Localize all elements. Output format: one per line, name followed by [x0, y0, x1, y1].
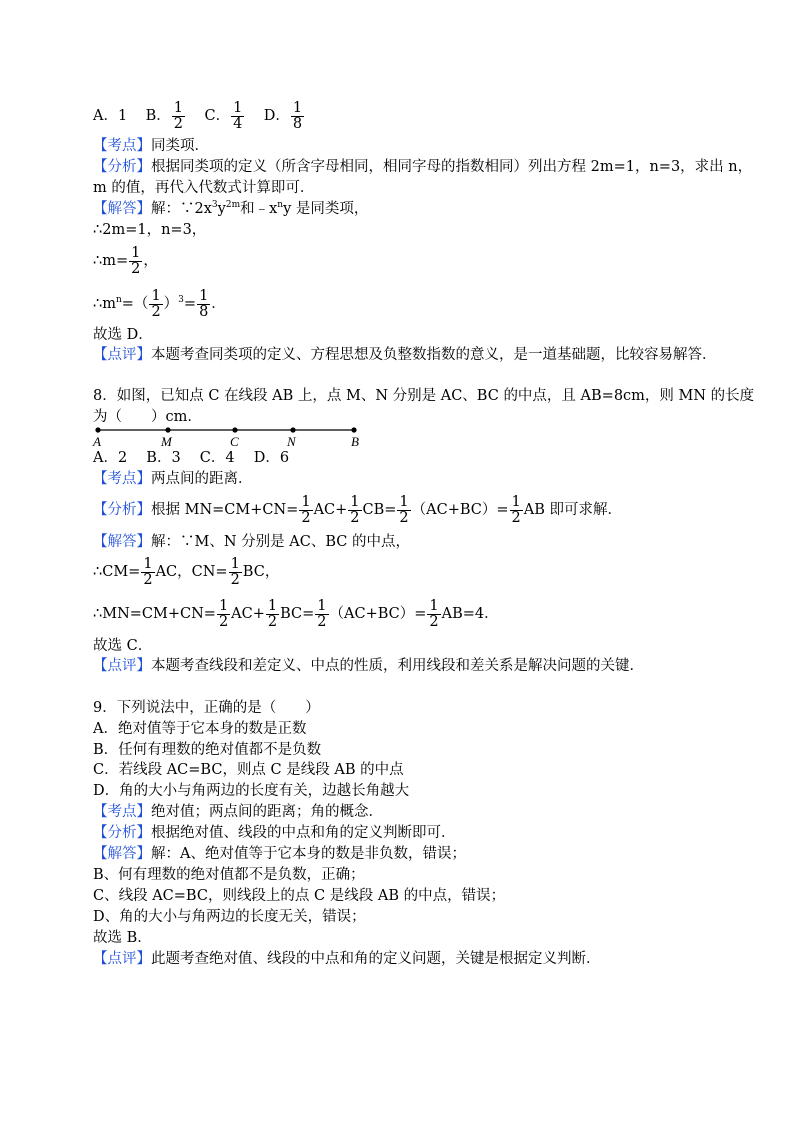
- q8-stem-line2: 为（ ）cm．: [93, 409, 202, 425]
- q7-fraction-c: $\frac{1}{4}$: [233, 99, 243, 132]
- kaodian-tag: 【考点】: [93, 471, 151, 487]
- dianping-text: 本题考查同类项的定义、方程思想及负整数指数的意义，是一道基础题，比较容易解答．: [151, 347, 717, 363]
- jieda-tag: 【解答】: [93, 201, 151, 217]
- q9-fenxi: [93, 823, 456, 843]
- q9-line-b: B、何有理数的绝对值都不是负数，正确；: [93, 867, 365, 883]
- q8-options: A．2 B．3 C．4 D．6: [93, 450, 290, 466]
- q8-answer: 故选 C．: [93, 638, 153, 654]
- dianping-text: 本题考查线段和差定义、中点的性质，利用线段和差关系是解决问题的关键．: [151, 658, 644, 674]
- q7-fenxi: [93, 157, 752, 177]
- label-c: C: [230, 434, 239, 449]
- fenxi-tag: 【分析】: [93, 825, 151, 841]
- jieda-text: 解：∵M、N 分别是 AC、BC 的中点，: [151, 534, 410, 550]
- superscript: 3: [178, 295, 184, 305]
- fraction-half: $\frac{1}{2}$: [350, 493, 360, 526]
- q7-fraction-b: $\frac{1}{2}$: [173, 99, 184, 132]
- step-text: AC+: [231, 606, 265, 622]
- step-text: AC，CN=: [155, 564, 228, 580]
- q9-answer: 故选 B．: [93, 930, 152, 946]
- jieda-text: 和﹣x: [240, 201, 278, 217]
- kaodian-text: 同类项．: [151, 138, 209, 154]
- label-b: B: [351, 434, 359, 449]
- point-a: [95, 427, 100, 432]
- jieda-text: 解：A、绝对值等于它本身的数是非负数，错误；: [151, 846, 466, 862]
- q8-fenxi: [93, 494, 622, 526]
- step-text: =: [183, 296, 197, 312]
- kaodian-text: 绝对值；两点间的距离；角的概念．: [151, 804, 383, 820]
- fraction-half: $\frac{1}{2}$: [301, 493, 311, 526]
- q7-option-d: D．: [263, 108, 290, 124]
- label-a: A: [93, 434, 101, 449]
- q7-option-c: C．: [204, 108, 231, 124]
- step-text: AB=4．: [441, 606, 499, 622]
- label-n: N: [287, 434, 296, 449]
- fraction-half: $\frac{1}{2}$: [399, 493, 409, 526]
- fraction-half: $\frac{1}{2}$: [511, 493, 521, 526]
- q8-step2: [93, 598, 499, 630]
- point-m: [165, 427, 170, 432]
- segment-line-svg: [93, 424, 363, 436]
- step-text: ）: [163, 296, 179, 312]
- fenxi-text: （AC+BC）=: [411, 502, 509, 518]
- segment-figure: [93, 424, 363, 448]
- q9-option-b: B．任何有理数的绝对值都不是负数: [93, 742, 322, 758]
- q9-jieda: [93, 844, 466, 864]
- q8-step1: [93, 556, 279, 588]
- fraction: $\frac{1}{2}$: [151, 287, 161, 320]
- q9-option-c: C．若线段 AC=BC，则点 C 是线段 AB 的中点: [93, 762, 404, 778]
- q8-dianping: [93, 656, 644, 676]
- kaodian-tag: 【考点】: [93, 804, 151, 820]
- jieda-tag: 【解答】: [93, 534, 151, 550]
- q7-fraction-d: $\frac{1}{8}$: [292, 99, 303, 132]
- dianping-text: 此题考查绝对值、线段的中点和角的定义问题，关键是根据定义判断．: [151, 951, 601, 967]
- q8-kaodian: [93, 469, 253, 489]
- fenxi-text: AB 即可求解．: [523, 502, 623, 518]
- fenxi-text: 根据同类项的定义（所含字母相同，相同字母的指数相同）列出方程 2m=1，n=3，求出 n，: [151, 159, 753, 175]
- step-text: ∴m=: [93, 253, 129, 269]
- superscript: n: [277, 200, 284, 210]
- q9-kaodian: [93, 802, 383, 822]
- q9-line-d: D、角的大小与角两边的长度无关，错误；: [93, 909, 366, 925]
- q7-dianping: [93, 345, 717, 365]
- point-n: [290, 427, 295, 432]
- q7-fenxi-line2: m 的值，再代入代数式计算即可．: [93, 180, 315, 196]
- dianping-tag: 【点评】: [93, 658, 151, 674]
- superscript: 3: [211, 200, 218, 210]
- q7-step1: ∴2m=1，n=3，: [93, 222, 207, 238]
- step-text: ，: [143, 253, 158, 269]
- q9-option-a: A．绝对值等于它本身的数是正数: [93, 721, 307, 737]
- jieda-text: 解：∵2x: [151, 201, 212, 217]
- q7-jieda: [93, 199, 368, 219]
- q7-kaodian: [93, 136, 209, 156]
- fenxi-text: CB=: [362, 502, 397, 518]
- step-text: =（: [121, 296, 149, 312]
- fraction-half: $\frac{1}{2}$: [230, 555, 240, 588]
- q7-step2: [93, 245, 158, 277]
- fraction-half: $\frac{1}{2}$: [143, 555, 153, 588]
- q9-dianping: [93, 949, 601, 969]
- kaodian-tag: 【考点】: [93, 138, 151, 154]
- fraction-half: $\frac{1}{2}$: [218, 597, 229, 630]
- fenxi-text: AC+: [313, 502, 348, 518]
- q8-stem: 8．如图，已知点 C 在线段 AB 上，点 M、N 分别是 AC、BC 的中点，且 AB=8cm，则 MN 的长度: [93, 388, 755, 404]
- fraction-half: $\frac{1}{2}$: [429, 597, 439, 630]
- q8-jieda: [93, 532, 410, 552]
- jieda-text: y: [217, 201, 226, 217]
- step-text: ∴m: [93, 296, 116, 312]
- superscript: n: [115, 295, 122, 305]
- kaodian-text: 两点间的距离．: [151, 471, 253, 487]
- step-text: ∴MN=CM+CN=: [93, 606, 216, 622]
- fraction: $\frac{1}{8}$: [199, 287, 209, 320]
- label-m: M: [161, 434, 172, 449]
- q9-line-c: C、线段 AC=BC，则线段上的点 C 是线段 AB 的中点，错误；: [93, 888, 506, 904]
- q7-step3: [93, 288, 226, 320]
- superscript: 2m: [225, 200, 241, 210]
- q9-stem: 9．下列说法中，正确的是（ ）: [93, 700, 320, 716]
- fenxi-text: 根据 MN=CM+CN=: [151, 502, 299, 518]
- step-text: BC，: [242, 564, 280, 580]
- jieda-tag: 【解答】: [93, 846, 151, 862]
- q7-option-a: A．1: [93, 108, 128, 124]
- jieda-text: y 是同类项，: [283, 201, 369, 217]
- q7-option-b: B．: [145, 108, 171, 124]
- point-c: [232, 427, 237, 432]
- q7-options: [93, 100, 305, 132]
- step-text: BC=: [280, 606, 315, 622]
- step-text: （AC+BC）=: [329, 606, 427, 622]
- step-text: ∴CM=: [93, 564, 141, 580]
- fraction-half: $\frac{1}{2}$: [267, 597, 278, 630]
- dianping-tag: 【点评】: [93, 951, 151, 967]
- point-b: [351, 427, 356, 432]
- fraction-half: $\frac{1}{2}$: [317, 597, 327, 630]
- dianping-tag: 【点评】: [93, 347, 151, 363]
- fenxi-tag: 【分析】: [93, 502, 151, 518]
- fenxi-text: 根据绝对值、线段的中点和角的定义判断即可．: [151, 825, 456, 841]
- fenxi-tag: 【分析】: [93, 159, 151, 175]
- fraction: $\frac{1}{2}$: [131, 244, 141, 277]
- q7-answer: 故选 D．: [93, 327, 153, 343]
- q9-option-d: D．角的大小与角两边的长度有关，边越长角越大: [93, 783, 410, 799]
- step-text: ．: [211, 296, 226, 312]
